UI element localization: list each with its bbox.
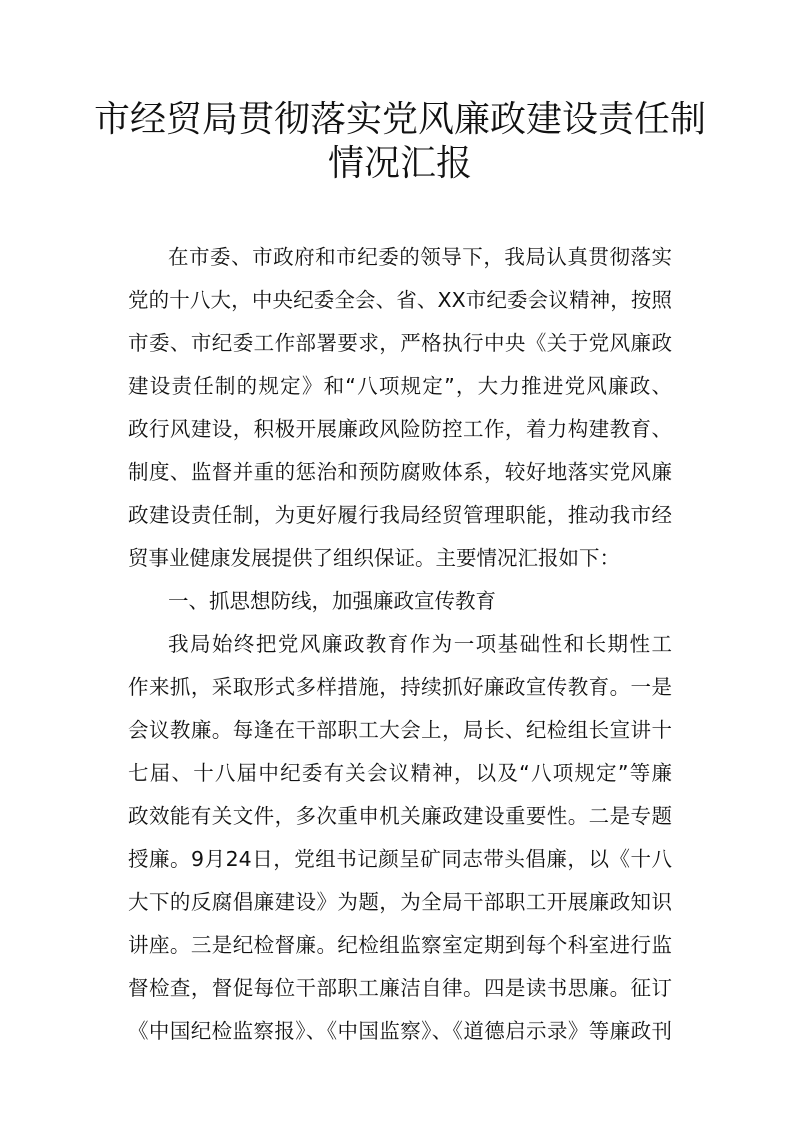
paragraph-2-line: 我局始终把党风廉政教育作为一项基础性和长期性工 [168, 632, 672, 656]
paragraph-2-line: 政效能有关文件，多次重申机关廉政建设重要性。二是专题 [128, 804, 672, 828]
paragraph-1-line: 贸事业健康发展提供了组织保证。主要情况汇报如下： [128, 546, 620, 570]
paragraph-2-line: 作来抓，采取形式多样措施，持续抓好廉政宣传教育。一是 [128, 675, 672, 699]
paragraph-2-line: 大下的反腐倡廉建设》为题，为全局干部职工开展廉政知识 [128, 890, 672, 914]
document-title-line-2: 情况汇报 [327, 143, 472, 184]
paragraph-1-line: 在市委、市政府和市纪委的领导下，我局认真贯彻落实 [168, 245, 672, 269]
paragraph-2-line: 授廉。9月24日，党组书记颜呈矿同志带头倡廉，以《十八 [128, 847, 672, 871]
paragraph-1-line: 建设责任制的规定》和“八项规定”，大力推进党风廉政、 [128, 374, 672, 398]
paragraph-1-line: 制度、监督并重的惩治和预防腐败体系，较好地落实党风廉 [128, 460, 672, 484]
paragraph-2-line: 七届、十八届中纪委有关会议精神，以及“八项规定”等廉 [128, 761, 672, 785]
paragraph-2-line: 会议教廉。每逢在干部职工大会上，局长、纪检组长宣讲十 [128, 718, 672, 742]
paragraph-1-line: 市委、市纪委工作部署要求，严格执行中央《关于党风廉政 [128, 331, 672, 355]
paragraph-2-line: 《中国纪检监察报》、《中国监察》、《道德启示录》等廉政刊 [128, 1019, 672, 1043]
paragraph-1-line: 政建设责任制，为更好履行我局经贸管理职能，推动我市经 [128, 503, 672, 527]
paragraph-2-line: 督检查，督促每位干部职工廉洁自律。四是读书思廉。征订 [128, 976, 672, 1000]
document-title-line-1: 市经贸局贯彻落实党风廉政建设责任制 [93, 99, 706, 140]
paragraph-1-line: 政行风建设，积极开展廉政风险防控工作，着力构建教育、 [128, 417, 672, 441]
section-heading-1: 一、抓思想防线，加强廉政宣传教育 [168, 589, 496, 613]
paragraph-2-line: 讲座。三是纪检督廉。纪检组监察室定期到每个科室进行监 [128, 933, 672, 957]
paragraph-1-line: 党的十八大，中央纪委全会、省、XX市纪委会议精神，按照 [128, 288, 672, 312]
